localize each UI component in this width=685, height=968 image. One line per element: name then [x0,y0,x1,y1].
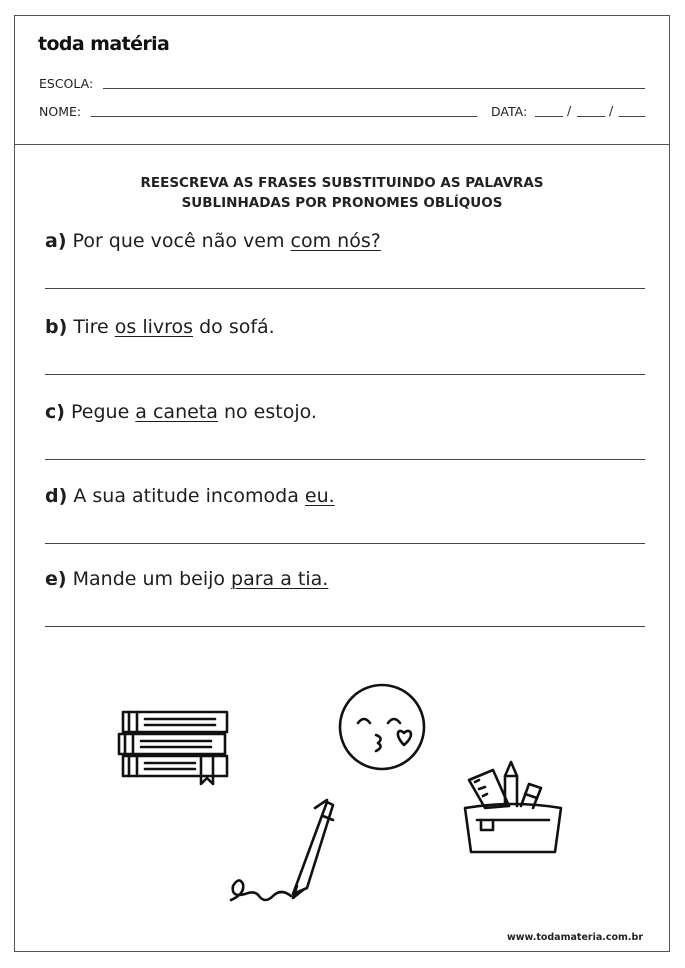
answer-line[interactable] [45,459,645,460]
question-text-end: do sofá. [193,316,275,338]
question-text: Por que você não vem [66,230,291,252]
underlined-phrase: com nós? [290,230,381,252]
instruction-title [15,173,669,213]
footer-url: www.todamateria.com.br [506,932,643,943]
underlined-phrase: eu. [304,485,335,507]
date-year-line [619,116,645,117]
question-text: Mande um beijo [66,568,232,590]
date-separator: / [567,103,572,118]
question-text: A sua atitude incomoda [67,485,305,507]
question-letter: c) [45,401,65,423]
question-letter: b) [45,316,68,338]
worksheet-header [15,16,669,145]
answer-line[interactable] [45,626,645,627]
logo: toda matéria [38,33,170,55]
question-text: Pegue [64,401,136,423]
name-line [91,116,477,117]
instruction-line-2: SUBLINHADAS POR PRONOMES OBLÍQUOS [181,195,503,211]
school-label: ESCOLA: [39,76,94,91]
pen-icon [229,798,339,908]
question-c [45,401,317,423]
question-a [45,230,381,252]
question-b [45,316,275,338]
question-letter: d) [45,485,68,507]
answer-line[interactable] [45,543,645,544]
question-letter: e) [45,568,67,590]
underlined-phrase: os livros [114,316,194,338]
date-label: DATA: [491,104,528,119]
question-d [45,485,335,507]
worksheet [14,15,670,952]
kiss-emoji-icon [338,683,428,773]
date-day-line [535,116,563,117]
school-line [103,88,645,89]
underlined-phrase: a caneta [135,401,218,423]
answer-line[interactable] [45,374,645,375]
date-month-line [577,116,605,117]
name-label: NOME: [39,104,82,119]
question-text: Tire [67,316,115,338]
question-letter: a) [45,230,67,252]
instruction-line-1: REESCREVA AS FRASES SUBSTITUINDO AS PALAVRAS [140,175,544,191]
question-text-end: no estojo. [217,401,317,423]
question-e [45,568,328,590]
books-icon [115,706,235,786]
date-separator: / [609,103,614,118]
answer-line[interactable] [45,288,645,289]
pencil-case-icon [463,756,563,856]
underlined-phrase: para a tia. [231,568,329,590]
